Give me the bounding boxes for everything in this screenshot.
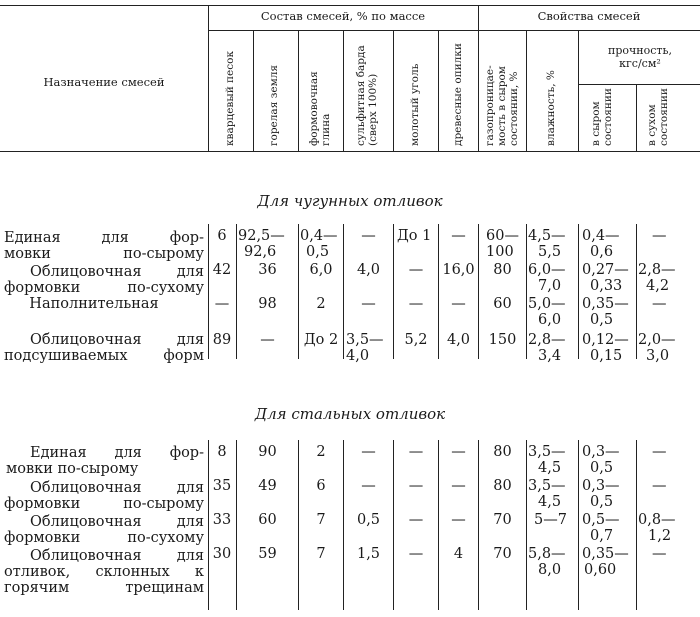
sand-value: 42 [212,262,232,278]
clay-value: 2 [316,296,326,312]
body-divider [526,440,527,610]
dry-strength-value: 0,8— 1,2 [638,512,676,544]
sawdust-value: 16,0 [442,262,475,278]
sawdust-column-header: древесные опилки [452,43,464,146]
burnt-earth-value: 92,5— 92,6 [238,228,285,260]
wet-strength-value: 0,4— 0,6 [582,228,620,260]
sand-column-header: кварцевый песок [224,50,236,146]
sulfite-value: 3,5— 4,0 [346,332,384,364]
clay-value: 2 [316,444,326,460]
composition-header: Состав смесей, % по массе [260,9,426,23]
mix-name: Наполнительная [29,296,159,312]
dry-strength-value: — [652,546,667,562]
mix-name: Облицовочная для формовки по-сырому [4,480,204,512]
coal-value: — [408,296,424,312]
sulfite-value: 0,5 [356,512,381,528]
sulfite-value: — [361,296,376,312]
body-divider [526,224,527,359]
burnt-earth-value: 60 [258,512,277,528]
permeability-value: 80 [493,262,512,278]
wet-strength-value: 0,3— 0,5 [582,444,620,476]
wet-strength-column-header: в сыром состоянии [590,88,614,146]
clay-value: 6,0 [309,262,333,278]
coal-value: До 1 [397,228,432,244]
clay-value: До 2 [303,332,339,348]
clay-value: 7 [316,512,326,528]
coal-column-header: молотый уголь [409,63,421,146]
moisture-value: 5,0— 6,0 [528,296,566,328]
coal-value: — [408,444,424,460]
properties-header: Свойства смесей [537,9,641,23]
burnt-earth-column-header: горелая земля [268,64,280,146]
mix-name: Облицовочная для формовки по-сухому [4,514,204,546]
strength-header-unit: кгс/см² [619,57,661,70]
mix-name: Облицовочная для формовки по-сухому [4,264,204,296]
top-rule [0,5,700,6]
body-divider [636,224,637,359]
header-divider [343,30,344,151]
permeability-value: 80 [493,478,512,494]
sand-value: 30 [212,546,232,562]
header-bottom-rule [0,151,700,152]
header-divider [253,30,254,151]
dry-strength-value: 2,8— 4,2 [638,262,676,294]
coal-value: — [408,512,424,528]
coal-value: 5,2 [404,332,428,348]
body-divider [578,440,579,610]
mix-name: Единая для фор- мовки по-сырому [6,445,204,477]
moisture-value: 6,0— 7,0 [528,262,566,294]
mix-name: Единая для фор- мовки по-сырому [4,230,204,262]
permeability-value: 70 [493,546,512,562]
clay-column-header: формовочная глина [308,71,332,146]
header-divider [298,30,299,151]
moisture-value: 3,5— 4,5 [528,444,566,476]
sawdust-value: — [451,478,466,494]
sand-value: 6 [217,228,227,244]
coal-value: — [408,262,424,278]
body-divider [343,224,344,359]
header-divider [208,5,209,151]
strength-group-rule [578,84,700,85]
permeability-value: 150 [488,332,517,348]
sulfite-value: — [361,478,376,494]
body-divider [636,440,637,610]
sulfite-value: — [361,444,376,460]
wet-strength-value: 0,3— 0,5 [582,478,620,510]
body-divider [578,224,579,359]
permeability-value: 80 [493,444,512,460]
header-divider [578,30,579,151]
permeability-value: 70 [493,512,512,528]
sand-value: 89 [212,332,232,348]
moisture-value: 5,8— 8,0 [528,546,566,578]
properties-group-rule [478,30,700,31]
burnt-earth-value: 98 [258,296,277,312]
burnt-earth-value: 49 [258,478,277,494]
sand-value: 8 [217,444,227,460]
wet-strength-value: 0,27— 0,33 [582,262,629,294]
sawdust-value: — [451,444,466,460]
header-divider [526,30,527,151]
moisture-value: 4,5— 5,5 [528,228,566,260]
coal-value: — [408,546,424,562]
dry-strength-value: 2,0— 3,0 [638,332,676,364]
strength-header-line: прочность, [608,44,672,57]
permeability-value: 60— 100 [486,228,519,260]
wet-strength-value: 0,35— 0,60 [582,546,629,578]
burnt-earth-value: 36 [258,262,277,278]
sulfite-value: — [361,228,376,244]
clay-value: 0,4— 0,5 [300,228,338,260]
sand-value: 35 [212,478,232,494]
moisture-value: 2,8— 3,4 [528,332,566,364]
moisture-value: 3,5— 4,5 [528,478,566,510]
dry-strength-value: — [652,228,667,244]
mix-name: Облицовочная для подсушиваемых форм [4,332,204,364]
clay-value: 6 [316,478,326,494]
header-divider [636,84,637,151]
burnt-earth-value: 90 [258,444,277,460]
moisture-column-header: влажность, % [545,70,557,146]
moisture-value: 5—7 [534,512,567,528]
permeability-column-header: газопроницае- мость в сыром состоянии, % [484,65,520,146]
sand-value: — [214,296,230,312]
sawdust-value: 4,0 [446,332,471,348]
dry-strength-value: — [652,444,667,460]
cast-iron-section-title: Для чугунных отливок [257,192,443,210]
steel-section-title: Для стальных отливок [254,405,446,423]
sand-value: 33 [212,512,232,528]
permeability-value: 60 [493,296,512,312]
header-divider [478,5,479,151]
sulfite-value: 1,5 [356,546,381,562]
sawdust-value: 4 [453,546,464,562]
strength-header [580,44,700,70]
clay-value: 7 [316,546,326,562]
sulfite-column-header: сульфитная барда (сверх 100%) [355,45,379,146]
sulfite-value: 4,0 [356,262,381,278]
burnt-earth-value: 59 [258,546,277,562]
sawdust-value: — [451,296,466,312]
purpose-header: Назначение смесей [43,75,165,89]
burnt-earth-value: — [260,332,275,348]
wet-strength-value: 0,12— 0,15 [582,332,629,364]
wet-strength-value: 0,35— 0,5 [582,296,629,328]
header-divider [393,30,394,151]
wet-strength-value: 0,5— 0,7 [582,512,620,544]
dry-strength-value: — [652,478,667,494]
coal-value: — [408,478,424,494]
sawdust-value: — [451,228,466,244]
header-divider [438,30,439,151]
dry-strength-column-header: в сухом состоянии [646,88,670,146]
sawdust-value: — [451,512,466,528]
dry-strength-value: — [652,296,667,312]
mix-name: Облицовочная для отливок, склонных к горячим трещинам [4,548,204,596]
